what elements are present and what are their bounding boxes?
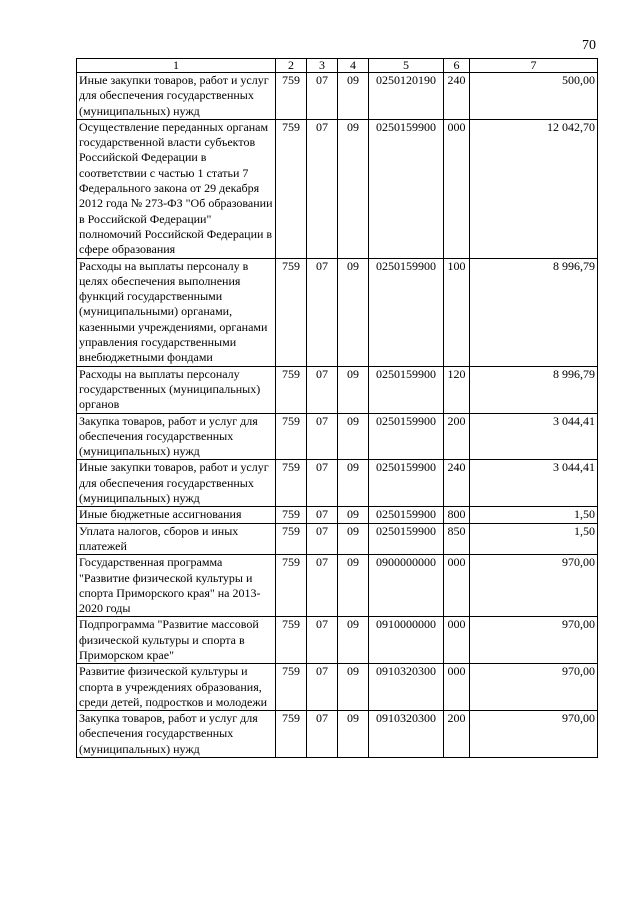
- row-name: Иные закупки товаров, работ и услуг для обеспечения государственных (муниципальных) нужд: [77, 460, 276, 507]
- table-row: [77, 523, 598, 555]
- row-csr: 0250159900: [369, 413, 444, 460]
- row-sum: 3 044,41: [470, 413, 598, 460]
- table-row: [77, 73, 598, 120]
- row-ved: 759: [276, 555, 307, 617]
- row-pr: 09: [338, 119, 369, 258]
- row-pr: 09: [338, 460, 369, 507]
- row-pr: 09: [338, 366, 369, 413]
- row-sum: 970,00: [470, 617, 598, 664]
- table-row: [77, 366, 598, 413]
- row-ved: 759: [276, 119, 307, 258]
- row-sum: 1,50: [470, 523, 598, 555]
- row-rz: 07: [307, 617, 338, 664]
- row-vr: 000: [444, 664, 470, 711]
- table-row: [77, 555, 598, 617]
- row-ved: 759: [276, 617, 307, 664]
- row-csr: 0250159900: [369, 460, 444, 507]
- row-pr: 09: [338, 507, 369, 523]
- column-header: 1: [77, 59, 276, 73]
- column-header: 7: [470, 59, 598, 73]
- row-rz: 07: [307, 258, 338, 366]
- row-ved: 759: [276, 413, 307, 460]
- row-csr: 0250120190: [369, 73, 444, 120]
- row-rz: 07: [307, 507, 338, 523]
- row-vr: 850: [444, 523, 470, 555]
- column-header: 4: [338, 59, 369, 73]
- row-rz: 07: [307, 366, 338, 413]
- row-ved: 759: [276, 664, 307, 711]
- row-name: Расходы на выплаты персоналу в целях обеспечения выполнения функций государственными (муниципальными) органами, казенными учреждениями, органами управления государственными внебюджетными фондами: [77, 258, 276, 366]
- row-pr: 09: [338, 664, 369, 711]
- row-pr: 09: [338, 413, 369, 460]
- row-name: Государственная программа "Развитие физической культуры и спорта Приморского края" на 2013-2020 годы: [77, 555, 276, 617]
- row-vr: 000: [444, 555, 470, 617]
- table-row: [77, 664, 598, 711]
- row-vr: 200: [444, 711, 470, 758]
- row-name: Подпрограмма "Развитие массовой физической культуры и спорта в Приморском крае": [77, 617, 276, 664]
- row-name: Иные бюджетные ассигнования: [77, 507, 276, 523]
- row-csr: 0250159900: [369, 119, 444, 258]
- row-sum: 8 996,79: [470, 366, 598, 413]
- row-name: Закупка товаров, работ и услуг для обеспечения государственных (муниципальных) нужд: [77, 413, 276, 460]
- row-rz: 07: [307, 523, 338, 555]
- row-rz: 07: [307, 555, 338, 617]
- row-vr: 000: [444, 119, 470, 258]
- table-row: [77, 507, 598, 523]
- row-name: Иные закупки товаров, работ и услуг для обеспечения государственных (муниципальных) нужд: [77, 73, 276, 120]
- row-csr: 0910000000: [369, 617, 444, 664]
- table-row: [77, 413, 598, 460]
- row-rz: 07: [307, 73, 338, 120]
- column-header: 3: [307, 59, 338, 73]
- row-rz: 07: [307, 119, 338, 258]
- row-vr: 240: [444, 73, 470, 120]
- row-csr: 0910320300: [369, 664, 444, 711]
- table-row: [77, 617, 598, 664]
- row-ved: 759: [276, 73, 307, 120]
- row-name: Развитие физической культуры и спорта в учреждениях образования, среди детей, подростков и молодежи: [77, 664, 276, 711]
- row-sum: 1,50: [470, 507, 598, 523]
- budget-table: [76, 58, 598, 758]
- row-csr: 0250159900: [369, 258, 444, 366]
- row-name: Расходы на выплаты персоналу государственных (муниципальных) органов: [77, 366, 276, 413]
- column-header: 6: [444, 59, 470, 73]
- row-pr: 09: [338, 711, 369, 758]
- table-row: [77, 460, 598, 507]
- row-sum: 500,00: [470, 73, 598, 120]
- row-vr: 120: [444, 366, 470, 413]
- row-pr: 09: [338, 555, 369, 617]
- row-rz: 07: [307, 711, 338, 758]
- row-name: Закупка товаров, работ и услуг для обеспечения государственных (муниципальных) нужд: [77, 711, 276, 758]
- row-vr: 100: [444, 258, 470, 366]
- row-ved: 759: [276, 523, 307, 555]
- row-ved: 759: [276, 258, 307, 366]
- row-csr: 0900000000: [369, 555, 444, 617]
- row-ved: 759: [276, 366, 307, 413]
- table-row: [77, 711, 598, 758]
- page-number: 70: [582, 38, 596, 53]
- row-vr: 000: [444, 617, 470, 664]
- row-rz: 07: [307, 664, 338, 711]
- column-header: 2: [276, 59, 307, 73]
- row-csr: 0250159900: [369, 366, 444, 413]
- row-ved: 759: [276, 711, 307, 758]
- row-csr: 0250159900: [369, 507, 444, 523]
- row-pr: 09: [338, 617, 369, 664]
- column-header: 5: [369, 59, 444, 73]
- row-csr: 0910320300: [369, 711, 444, 758]
- header-row: [77, 59, 598, 73]
- table-row: [77, 258, 598, 366]
- row-ved: 759: [276, 507, 307, 523]
- row-sum: 12 042,70: [470, 119, 598, 258]
- row-sum: 970,00: [470, 664, 598, 711]
- row-pr: 09: [338, 258, 369, 366]
- row-vr: 200: [444, 413, 470, 460]
- row-pr: 09: [338, 73, 369, 120]
- row-name: Уплата налогов, сборов и иных платежей: [77, 523, 276, 555]
- row-sum: 970,00: [470, 711, 598, 758]
- row-pr: 09: [338, 523, 369, 555]
- row-name: Осуществление переданных органам государственной власти субъектов Российской Федерации в соответствии с частью 1 статьи 7 Федерального закона от 29 декабря 2012 года № 273-ФЗ "Об образовании в Российской Федерации" полномочий Российской Федерации в сфере образования: [77, 119, 276, 258]
- row-rz: 07: [307, 460, 338, 507]
- row-sum: 3 044,41: [470, 460, 598, 507]
- row-sum: 8 996,79: [470, 258, 598, 366]
- row-rz: 07: [307, 413, 338, 460]
- row-vr: 800: [444, 507, 470, 523]
- row-csr: 0250159900: [369, 523, 444, 555]
- row-ved: 759: [276, 460, 307, 507]
- row-vr: 240: [444, 460, 470, 507]
- row-sum: 970,00: [470, 555, 598, 617]
- table-row: [77, 119, 598, 258]
